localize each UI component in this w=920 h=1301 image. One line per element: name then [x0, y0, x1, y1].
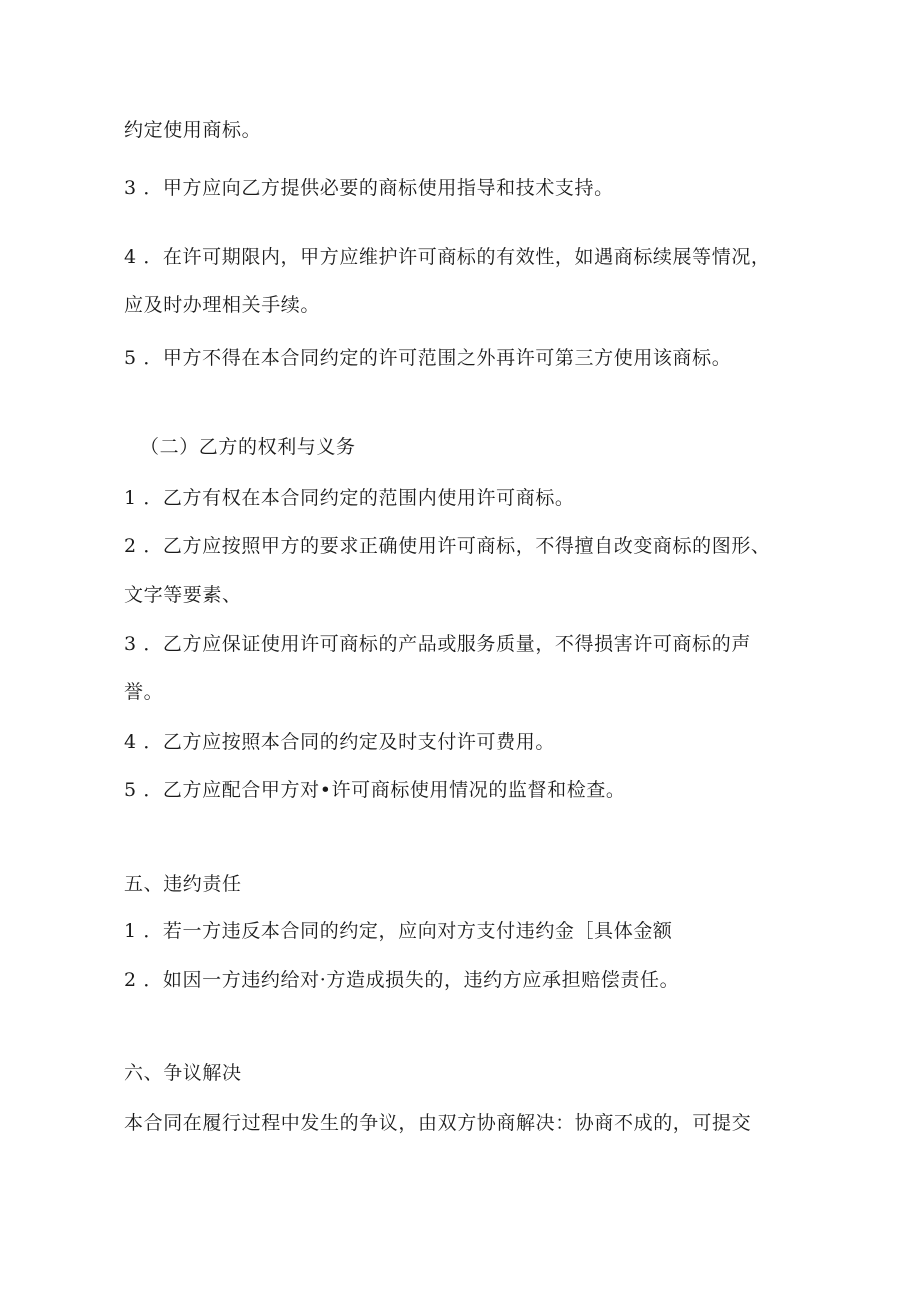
- paragraph-line: 5 ．乙方应配合甲方对•许可商标使用情况的监督和检查。: [124, 779, 626, 801]
- section-heading: 五、违约责任: [124, 873, 242, 895]
- paragraph-line: 2 ．乙方应按照甲方的要求正确使用许可商标，不得擅自改变商标的图形、: [124, 535, 771, 557]
- paragraph-line: 约定使用商标。: [124, 119, 262, 141]
- paragraph-line: 本合同在履行过程中发生的争议，由双方协商解决：协商不成的，可提交: [124, 1112, 752, 1134]
- paragraph-line: 4 ．乙方应按照本合同的约定及时支付许可费用。: [124, 731, 555, 753]
- paragraph-line: 3 ．乙方应保证使用许可商标的产品或服务质量，不得损害许可商标的声: [124, 633, 751, 655]
- paragraph-line: 1 ．若一方违反本合同的约定，应向对方支付违约金［具体金额: [124, 920, 673, 942]
- paragraph-line: 应及时办理相关手续。: [124, 294, 321, 316]
- paragraph-line: 1 ．乙方有权在本合同约定的范围内使用许可商标。: [124, 487, 575, 509]
- paragraph-line: 3 ．甲方应向乙方提供必要的商标使用指导和技术支持。: [124, 177, 614, 199]
- section-heading: （二）乙方的权利与义务: [140, 436, 356, 458]
- section-heading: 六、争议解决: [124, 1062, 242, 1084]
- paragraph-line: 誉。: [124, 681, 164, 703]
- paragraph-line: 文字等要素、: [124, 584, 242, 606]
- paragraph-line: 5 ．甲方不得在本合同约定的许可范围之外再许可第三方使用该商标。: [124, 347, 732, 369]
- paragraph-line: 4 ．在许可期限内，甲方应维护许可商标的有效性，如遇商标续展等情况，: [124, 246, 771, 268]
- paragraph-line: 2 ．如因一方违约给对·方造成损失的，违约方应承担赔偿责任。: [124, 969, 680, 991]
